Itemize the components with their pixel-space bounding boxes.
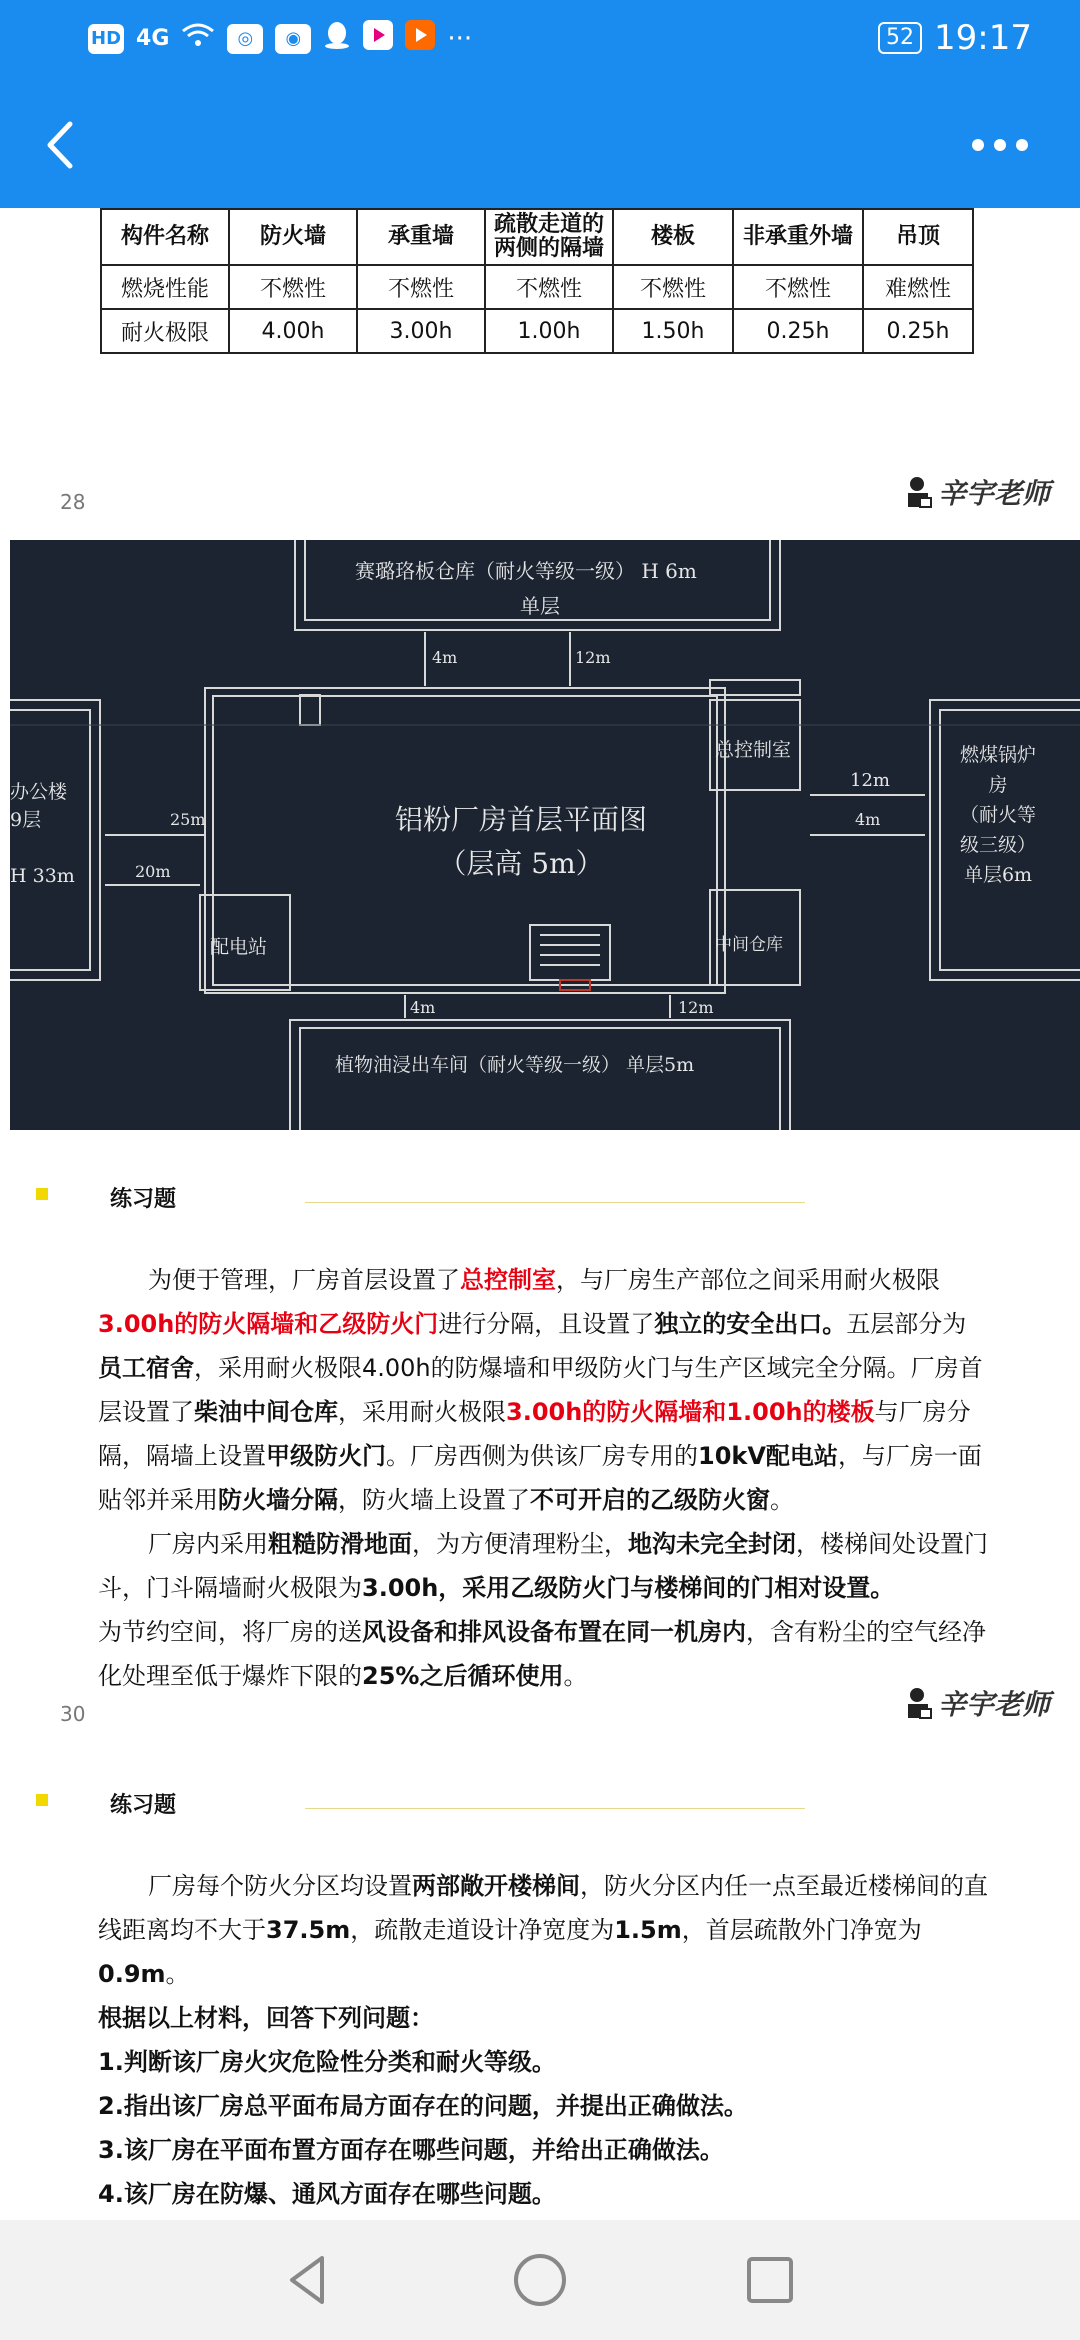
- signal-icon: 4G: [136, 26, 170, 51]
- bold-text: 3.00h，采用乙级防火门与楼梯间的门相对设置。: [362, 1574, 895, 1602]
- section-title: 练习题: [110, 1793, 177, 1818]
- table-header-cell: 吊顶: [863, 209, 973, 265]
- text-run: 与厂房分隔，隔墙上设置: [98, 1398, 971, 1470]
- clock: 19:17: [934, 18, 1032, 58]
- nav-home-button[interactable]: [510, 2250, 570, 2310]
- table-cell: 难燃性: [863, 265, 973, 309]
- section-header: [0, 1776, 1080, 1836]
- text-run: 五层部分为: [846, 1310, 967, 1338]
- youku-icon: [363, 20, 393, 57]
- page-number: 30: [60, 1702, 86, 1726]
- text-run: ，首层疏散外门净宽为: [681, 1916, 922, 1944]
- nav-recents-button[interactable]: [740, 2250, 800, 2310]
- paragraph: [98, 1522, 988, 1610]
- more-options-button[interactable]: [950, 110, 1050, 180]
- section-header: [0, 1170, 1080, 1230]
- question-item: 4.该厂房在防爆、通风方面存在哪些问题。: [98, 2180, 556, 2208]
- substation-label: 配电站: [210, 936, 268, 958]
- text-run: ，与厂房生产部位之间采用耐火极限: [556, 1266, 940, 1294]
- back-button[interactable]: [30, 110, 100, 180]
- status-bar: [0, 0, 1080, 80]
- exercise-paragraph-1: [98, 1258, 988, 1698]
- table-row: [101, 309, 973, 353]
- bold-text: 0.9m: [98, 1960, 166, 1988]
- table-cell: 4.00h: [229, 309, 357, 353]
- teacher-icon: [906, 476, 932, 508]
- dim-bottom-left: 4m: [410, 998, 436, 1017]
- text-run: ，含有粉尘的空气经净化处理至低于爆炸下限的: [98, 1618, 986, 1690]
- dim-left-lower: 20m: [135, 862, 171, 881]
- table-header-row: [101, 209, 973, 265]
- text-run: ，楼梯间处设置门斗，门斗隔墙耐火极限为: [98, 1530, 988, 1602]
- qq-icon: [323, 20, 351, 57]
- section-title: 练习题: [110, 1187, 177, 1212]
- table-cell: 1.50h: [613, 309, 733, 353]
- dim-right-upper: 12m: [850, 770, 890, 791]
- text-run: ，防火墙上设置了: [338, 1486, 530, 1514]
- dim-top-left: 4m: [432, 648, 458, 667]
- text-run: 进行分隔，且设置了: [438, 1310, 655, 1338]
- dim-left-upper: 25m: [170, 810, 206, 829]
- boiler-room-line: 燃煤锅炉: [960, 744, 1037, 766]
- divider: [305, 1808, 805, 1809]
- more-notifications-icon: ···: [447, 23, 473, 54]
- watermark: [906, 1683, 1050, 1723]
- question-item: 2.指出该厂房总平面布局方面存在的问题，并提出正确做法。: [98, 2092, 748, 2120]
- text-run: ，防火分区内任一点至最近楼梯间的直线距离均不大于: [98, 1872, 988, 1944]
- bold-text: 两部敞开楼梯间: [412, 1872, 580, 1900]
- more-dot-icon: [972, 139, 984, 151]
- top-building-label: 赛璐珞板仓库（耐火等级一级） H 6m: [355, 559, 697, 583]
- table-cell: 不燃性: [733, 265, 863, 309]
- video-app-icon: [405, 20, 435, 57]
- battery-icon: 52: [878, 22, 922, 54]
- chevron-left-icon: [30, 110, 100, 180]
- table-cell: 3.00h: [357, 309, 485, 353]
- watermark-text: 辛宇老师: [937, 477, 1050, 510]
- highlight-text: 3.00h的防火隔墙和1.00h的楼板: [506, 1398, 875, 1426]
- table-header-cell: 非承重外墙: [733, 209, 863, 265]
- table-cell: 耐火极限: [101, 309, 229, 353]
- bold-text: 37.5m: [266, 1916, 351, 1944]
- triangle-back-icon: [280, 2250, 340, 2310]
- control-room-label: 总控制室: [715, 739, 792, 761]
- document-content[interactable]: [0, 208, 1080, 2220]
- bold-text: 10kV配电站: [698, 1442, 838, 1470]
- text-run: ，与厂房一面贴邻并采用: [98, 1442, 982, 1514]
- highlight-text: 3.00h的防火隔墙和乙级防火门: [98, 1310, 439, 1338]
- table-header-cell: 承重墙: [357, 209, 485, 265]
- table-row: [101, 265, 973, 309]
- bold-text: 柴油中间仓库: [194, 1398, 338, 1426]
- office-building-line: H 33m: [10, 865, 75, 887]
- office-building-line: [10, 834, 75, 862]
- question-item: 3.该厂房在平面布置方面存在哪些问题，并给出正确做法。: [98, 2136, 724, 2164]
- bold-text: 1.5m: [614, 1916, 682, 1944]
- boiler-room-label: [960, 740, 1036, 890]
- plan-title-line2: （层高 5m）: [438, 847, 604, 880]
- text-run: ，采用耐火极限: [338, 1398, 506, 1426]
- boiler-room-line: （耐火等: [960, 804, 1037, 826]
- table-cell: 0.25h: [733, 309, 863, 353]
- circle-home-icon: [510, 2250, 570, 2310]
- teacher-icon: [906, 1687, 932, 1719]
- bold-text: 不可开启的乙级防火窗: [530, 1486, 770, 1514]
- boiler-room-line: 房: [988, 774, 1008, 796]
- navigation-bar: [0, 2220, 1080, 2340]
- table-cell: 不燃性: [229, 265, 357, 309]
- text-run: 为节约空间，将厂房的送: [98, 1618, 362, 1646]
- table-cell: 不燃性: [485, 265, 613, 309]
- watermark: [906, 472, 1050, 512]
- question-intro: 根据以上材料，回答下列问题：: [98, 2004, 434, 2032]
- bullet-icon: [36, 1794, 48, 1806]
- watermark-text: 辛宇老师: [937, 1688, 1050, 1721]
- text-run: 为便于管理，厂房首层设置了: [148, 1266, 460, 1294]
- plan-title: [395, 798, 647, 886]
- app-bar: [0, 80, 1080, 208]
- divider: [305, 1202, 805, 1203]
- table-header-cell: 楼板: [613, 209, 733, 265]
- office-building-label: [10, 778, 75, 890]
- bold-text: 防火墙分隔: [218, 1486, 338, 1514]
- table-cell: 1.00h: [485, 309, 613, 353]
- dim-right-lower: 4m: [855, 810, 881, 829]
- bottom-building-label: 植物油浸出车间（耐火等级一级） 单层5m: [335, 1054, 695, 1076]
- top-building-sublabel: 单层: [520, 594, 560, 618]
- text-run: 。: [770, 1486, 794, 1514]
- bold-text: 25%之后循环使用: [362, 1662, 564, 1690]
- more-dot-icon: [1016, 139, 1028, 151]
- fire-resistance-table: [100, 208, 974, 354]
- more-dot-icon: [994, 139, 1006, 151]
- text-run: 厂房内采用: [148, 1530, 268, 1558]
- table-header-cell: 构件名称: [101, 209, 229, 265]
- nav-back-button[interactable]: [280, 2250, 340, 2310]
- table-cell: 燃烧性能: [101, 265, 229, 309]
- table-cell: 不燃性: [357, 265, 485, 309]
- table-cell: 0.25h: [863, 309, 973, 353]
- text-run: ，为方便清理粉尘，: [412, 1530, 628, 1558]
- page-number: 28: [60, 490, 86, 514]
- text-run: ，采用耐火极限4.00h的防爆墙和甲级防火门与生产区域完全分隔。厂房首层设置了: [98, 1354, 983, 1426]
- bold-text: 粗糙防滑地面: [268, 1530, 412, 1558]
- text-run: ，疏散走道设计净宽度为: [350, 1916, 615, 1944]
- office-building-line: 9层: [10, 809, 42, 831]
- plan-title-line1: 铝粉厂房首层平面图: [395, 803, 648, 836]
- app-notification-icon: ◎: [227, 24, 263, 54]
- office-building-line: 办公楼: [10, 781, 68, 803]
- bold-text: 地沟未完全封闭: [628, 1530, 796, 1558]
- text-run: 。: [165, 1960, 190, 1988]
- paragraph: [98, 1864, 988, 1996]
- bold-text: 员工宿舍: [98, 1354, 194, 1382]
- middle-warehouse-label: 中间仓库: [715, 935, 783, 955]
- table-header-cell: 疏散走道的两侧的隔墙: [485, 209, 613, 265]
- table-header-cell: 防火墙: [229, 209, 357, 265]
- boiler-room-line: 级三级）: [960, 834, 1037, 856]
- hd-icon: HD: [88, 24, 124, 54]
- text-run: 。厂房西侧为供该厂房专用的: [386, 1442, 698, 1470]
- highlight-text: 总控制室: [460, 1266, 556, 1294]
- dim-bottom-right: 12m: [678, 998, 714, 1017]
- floor-plan-image: [10, 540, 1080, 1130]
- square-recents-icon: [740, 2250, 800, 2310]
- bullet-icon: [36, 1188, 48, 1200]
- question-item: 1.判断该厂房火灾危险性分类和耐火等级。: [98, 2048, 556, 2076]
- text-run: 。: [563, 1662, 588, 1690]
- wifi-icon: [181, 21, 215, 56]
- boiler-room-line: 单层6m: [963, 864, 1033, 886]
- paragraph: [98, 1610, 988, 1698]
- bold-text: 甲级防火门: [266, 1442, 386, 1470]
- exercise-paragraph-2: [98, 1864, 988, 2216]
- bold-text: 风设备和排风设备布置在同一机房内: [362, 1618, 746, 1646]
- text-run: 厂房每个防火分区均设置: [148, 1872, 412, 1900]
- bold-text: 独立的安全出口。: [654, 1310, 847, 1338]
- dim-top-right: 12m: [575, 648, 611, 667]
- table-cell: 不燃性: [613, 265, 733, 309]
- app-notification-icon-2: ◉: [275, 24, 311, 54]
- paragraph: [98, 1258, 988, 1522]
